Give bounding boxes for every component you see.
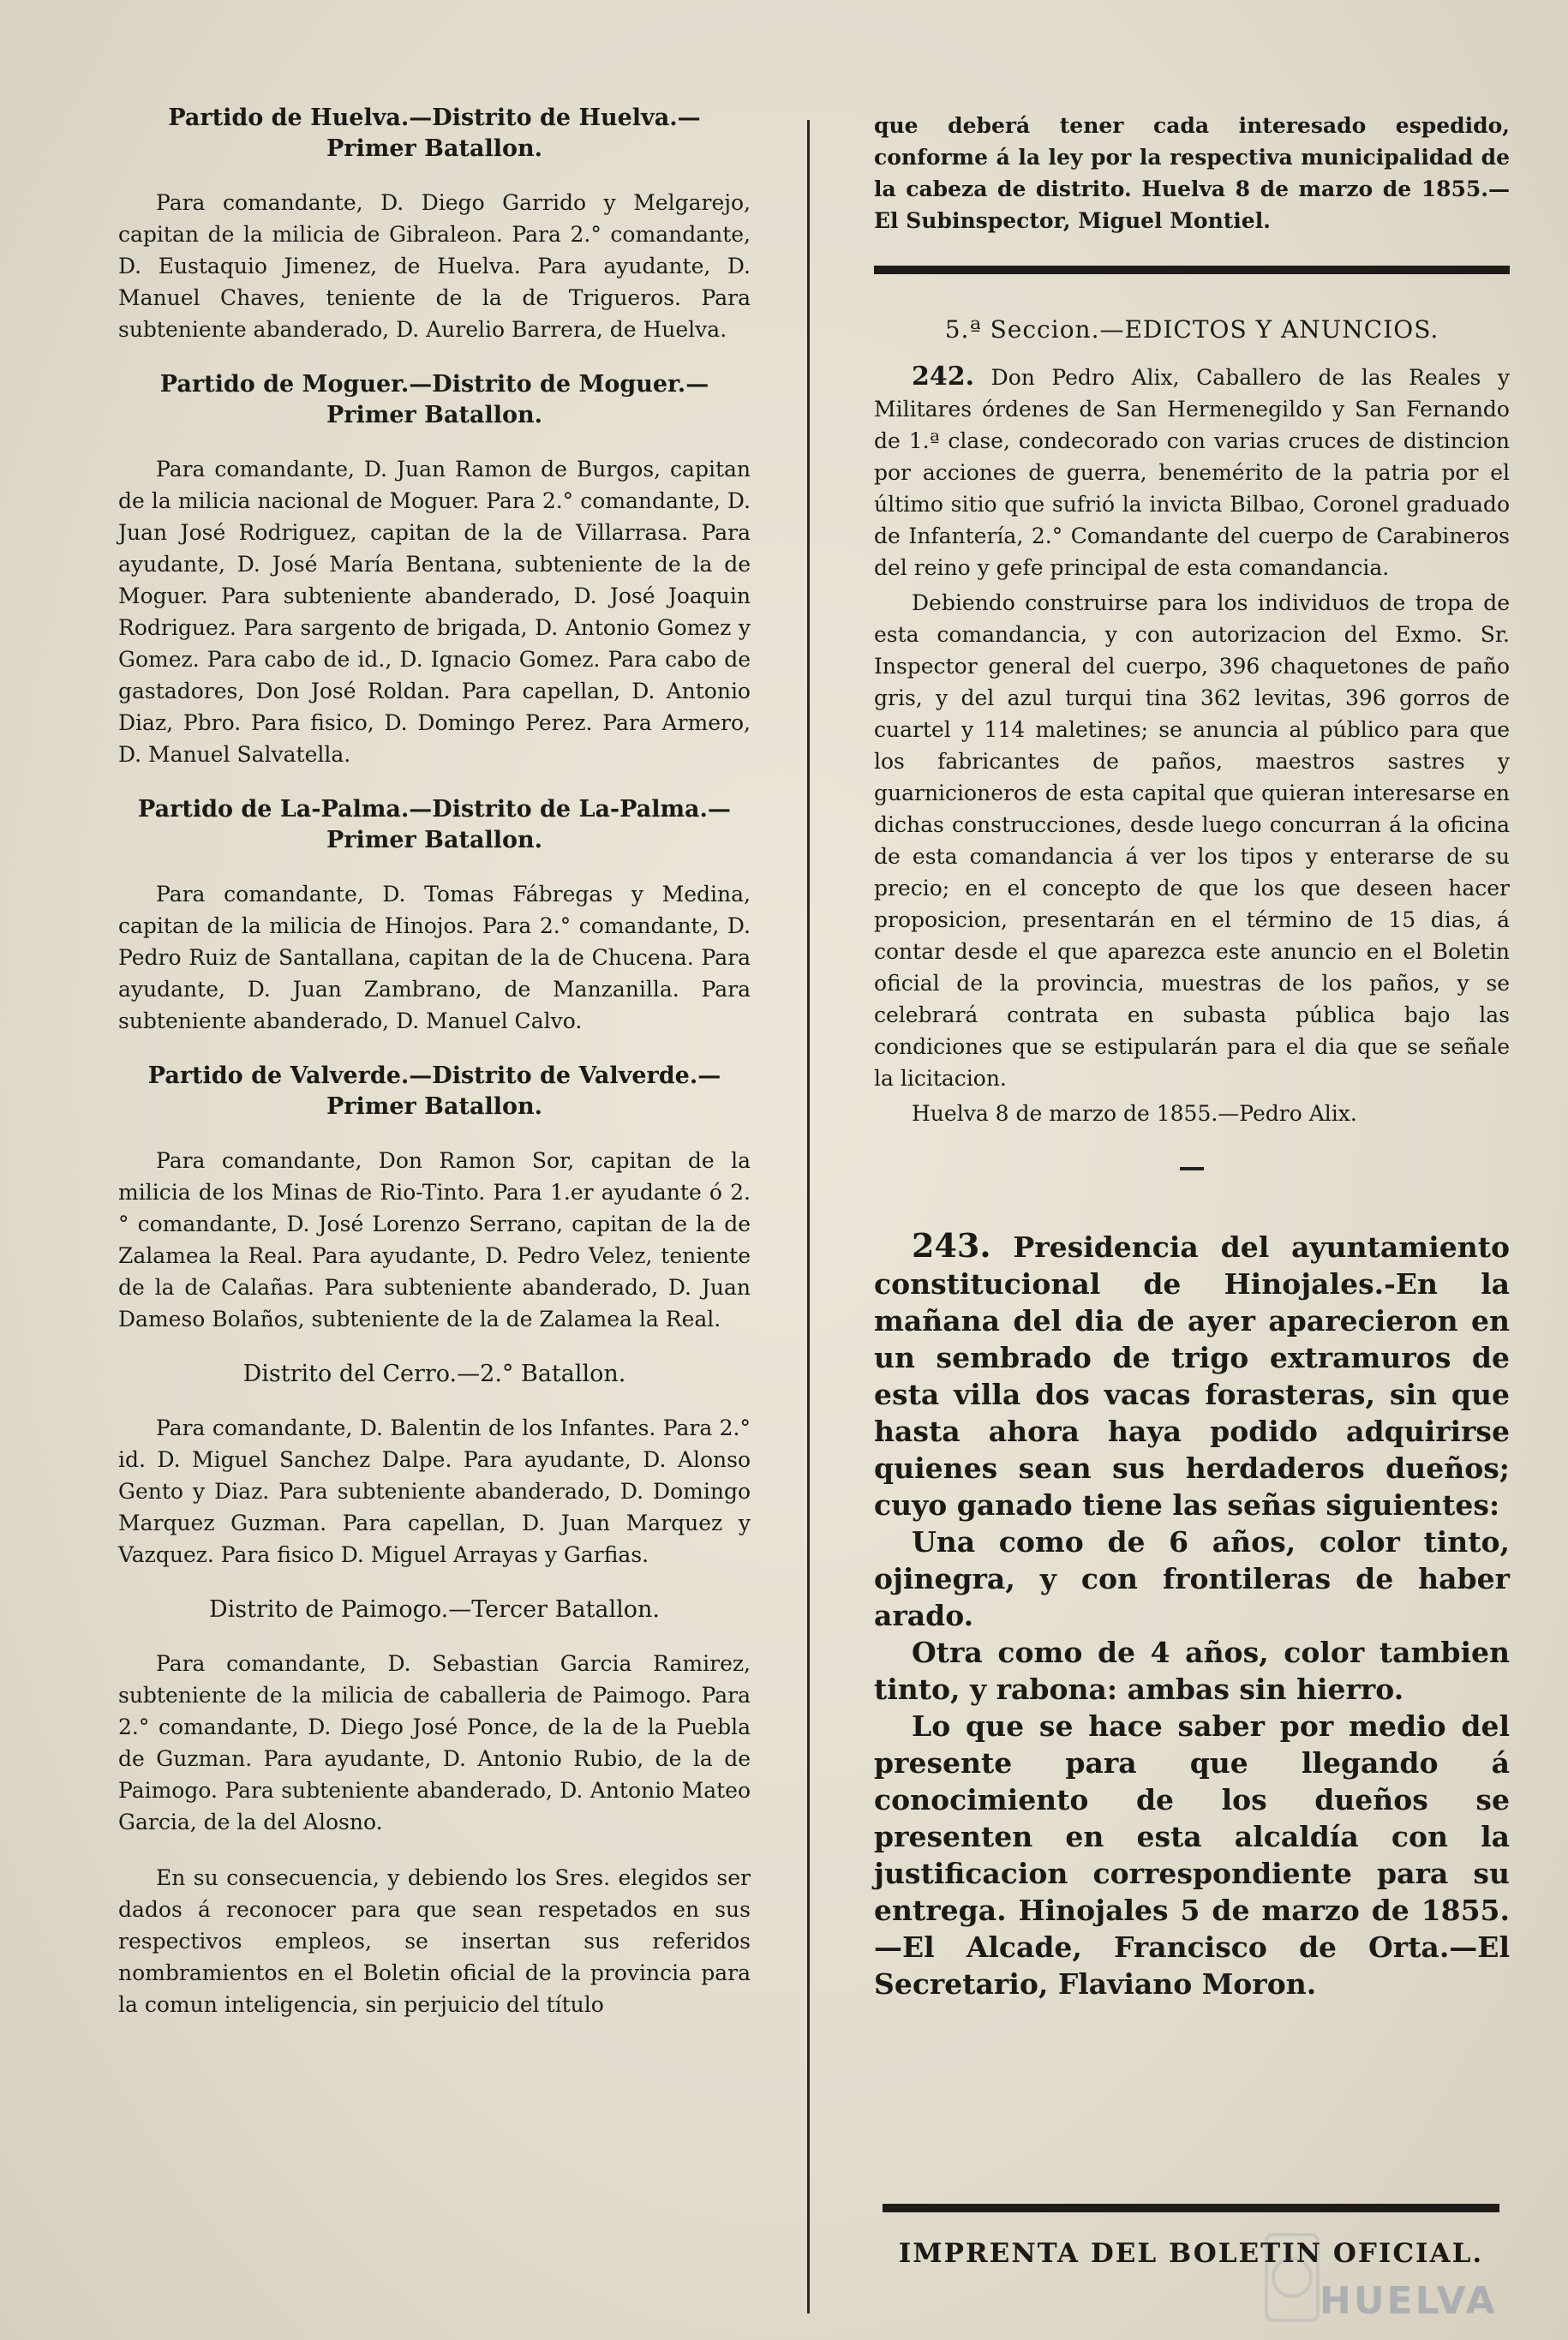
notice-242-signature: Huelva 8 de marzo de 1855.—Pedro Alix. [912,1101,1357,1126]
section-heading-valverde: Partido de Valverde.—Distrito de Valverde.—Primer Batallon. [147,1062,721,1120]
notice-242-intro-text: Don Pedro Alix, Caballero de las Reales y Militares órdenes de San Hermenegildo y San Fernando de 1.ª clase, condecorado con varias cruces de distincion por acciones de guerra, benemérito de la patria por el último sitio que sufrió la invicta Bilbao, Coronel graduado de Infantería, 2.° Comandante del cuerpo de Carabineros del reino y gefe principal de esta comandancia. [874,365,1510,580]
paragraph-valverde: Para comandante, Don Ramon Sor, capitan de la milicia de los Minas de Rio-Tinto. Para 1.er ayudante ó 2.° comandante, D. José Lorenzo Serrano, capitan de la de Zalamea la Real. Para ayudante, D. Pedro Velez, teniente de la de Calañas. Para subteniente abanderado, D. Juan Dameso Bolaños, subteniente de la de Zalamea la Real. [118,1148,751,1332]
notice-number-243: 243. [912,1226,991,1265]
paragraph-consecuencia: En su consecuencia, y debiendo los Sres. elegidos ser dados á reconocer para que sean respetados en sus respectivos empleos, se insertan sus referidos nombramientos en el Boletin oficial de la provincia para la comun inteligencia, sin perjuicio del título [118,1865,751,2017]
notice-separator [1180,1167,1204,1170]
footer-rule [883,2204,1499,2212]
section-title-edictos: 5.ª Seccion.—EDICTOS Y ANUNCIOS. [944,315,1439,344]
watermark-text: HUELVA [1320,2279,1498,2323]
section-heading-paimogo: Distrito de Paimogo.—Tercer Batallon. [208,1596,661,1623]
notice-243-paragraph-4: Lo que se hace saber por medio del presente para que llegando á conocimiento de los dueños se presenten en esta alcaldía con la justificacion correspondiente para su entrega. Hinojales 5 de marzo de 1855. —El Alcade, Francisco de Orta.—El Secretario, Flaviano Moron. [874,1709,1510,2001]
paragraph-huelva: Para comandante, D. Diego Garrido y Melgarejo, capitan de la milicia de Gibraleon. Para 2.° comandante, D. Eustaquio Jimenez, de Huelva. Para ayudante, D. Manuel Chaves, teniente de la de Trigueros. Para subteniente abanderado, D. Aurelio Barrera, de Huelva. [118,190,751,342]
notice-242-intro [874,361,1510,584]
section-rule [874,266,1510,274]
column-divider [807,120,810,2313]
paragraph-moguer: Para comandante, D. Juan Ramon de Burgos, capitan de la milicia nacional de Moguer. Para 2.° comandante, D. Juan José Rodriguez, capitan de la de Villarrasa. Para ayudante, D. José María Bentana, subteniente de la de Moguer. Para subteniente abanderado, D. José Joaquin Rodriguez. Para sargento de brigada, D. Antonio Gomez y Gomez. Para cabo de id., D. Ignacio Gomez. Para cabo de gastadores, Don José Roldan. Para capellan, D. Antonio Diaz, Pbro. Para fisico, D. Domingo Perez. Para Armero, D. Manuel Salvatella. [118,457,751,767]
notice-243-text-1: Presidencia del ayuntamiento constitucional de Hinojales.-En la mañana del dia de ayer aparecieron en un sembrado de trigo extramuros de esta villa dos vacas forasteras, sin que hasta ahora haya podido adquirirse quienes sean sus herdaderos dueños; cuyo ganado tiene las señas siguientes: [874,1230,1510,1522]
notice-243-paragraph-2: Una como de 6 años, color tinto, ojinegra, y con frontileras de haber arado. [874,1525,1510,1632]
paragraph-paimogo: Para comandante, D. Sebastian Garcia Ramirez, subteniente de la milicia de caballeria de Paimogo. Para 2.° comandante, D. Diego José Ponce, de la de la Puebla de Guzman. Para ayudante, D. Antonio Rubio, de la de Paimogo. Para subteniente abanderado, D. Antonio Mateo Garcia, de la del Alosno. [118,1651,751,1834]
notice-number-242: 242. [912,362,975,392]
notice-243-paragraph-1 [874,1227,1510,1523]
left-column [118,103,751,2044]
paragraph-cerro: Para comandante, D. Balentin de los Infantes. Para 2.° id. D. Miguel Sanchez Dalpe. Para ayudante, D. Alonso Gento y Diaz. Para subteniente abanderado, D. Domingo Marquez Guzman. Para capellan, D. Juan Marquez y Vazquez. Para fisico D. Miguel Arrayas y Garfias. [118,1415,751,1567]
section-heading-huelva: Partido de Huelva.—Distrito de Huelva.—Primer Batallon. [168,105,701,162]
section-heading-cerro: Distrito del Cerro.—2.° Batallon. [242,1361,626,1387]
paragraph-la-palma: Para comandante, D. Tomas Fábregas y Medina, capitan de la milicia de Hinojos. Para 2.° comandante, D. Pedro Ruiz de Santallana, capitan de la de Chucena. Para ayudante, D. Juan Zambrano, de Manzanilla. Para subteniente abanderado, D. Manuel Calvo. [118,882,751,1033]
section-heading-la-palma: Partido de La-Palma.—Distrito de La-Palma.—Primer Batallon. [138,796,731,853]
right-column [874,110,1510,2002]
notice-242-body: Debiendo construirse para los individuos de tropa de esta comandancia, y con autorizacion del Exmo. Sr. Inspector general del cuerpo, 396 chaquetones de paño gris, y del azul turqui tina 362 levitas, 396 gorros de cuartel y 114 maletines; se anuncia al público para que los fabricantes de paños, maestros sastres y guarnicioneros de esta capital que quieran interesarse en dichas construcciones, desde luego concurran á la oficina de esta comandancia á ver los tipos y enterarse de su precio; en el concepto de que los que deseen hacer proposicion, presentarán en el término de 15 dias, á contar desde el que aparezca este anuncio en el Boletin oficial de la provincia, muestras de los paños, y se celebrará contrata en subasta pública bajo las condiciones que se estipularán para el dia que se señale la licitacion. [874,590,1510,1091]
continued-paragraph: que deberá tener cada interesado espedido, conforme á la ley por la respectiva municipalidad de la cabeza de distrito. Huelva 8 de marzo de 1855.—El Subinspector, Miguel Montiel. [874,113,1510,233]
imprint-line: IMPRENTA DEL BOLETIN OFICIAL. [898,2238,1484,2269]
notice-243-paragraph-3: Otra como de 4 años, color tambien tinto, y rabona: ambas sin hierro. [874,1636,1510,1706]
notice-243 [874,1227,1510,2002]
section-heading-moguer: Partido de Moguer.—Distrito de Moguer.—Primer Batallon. [159,371,709,428]
